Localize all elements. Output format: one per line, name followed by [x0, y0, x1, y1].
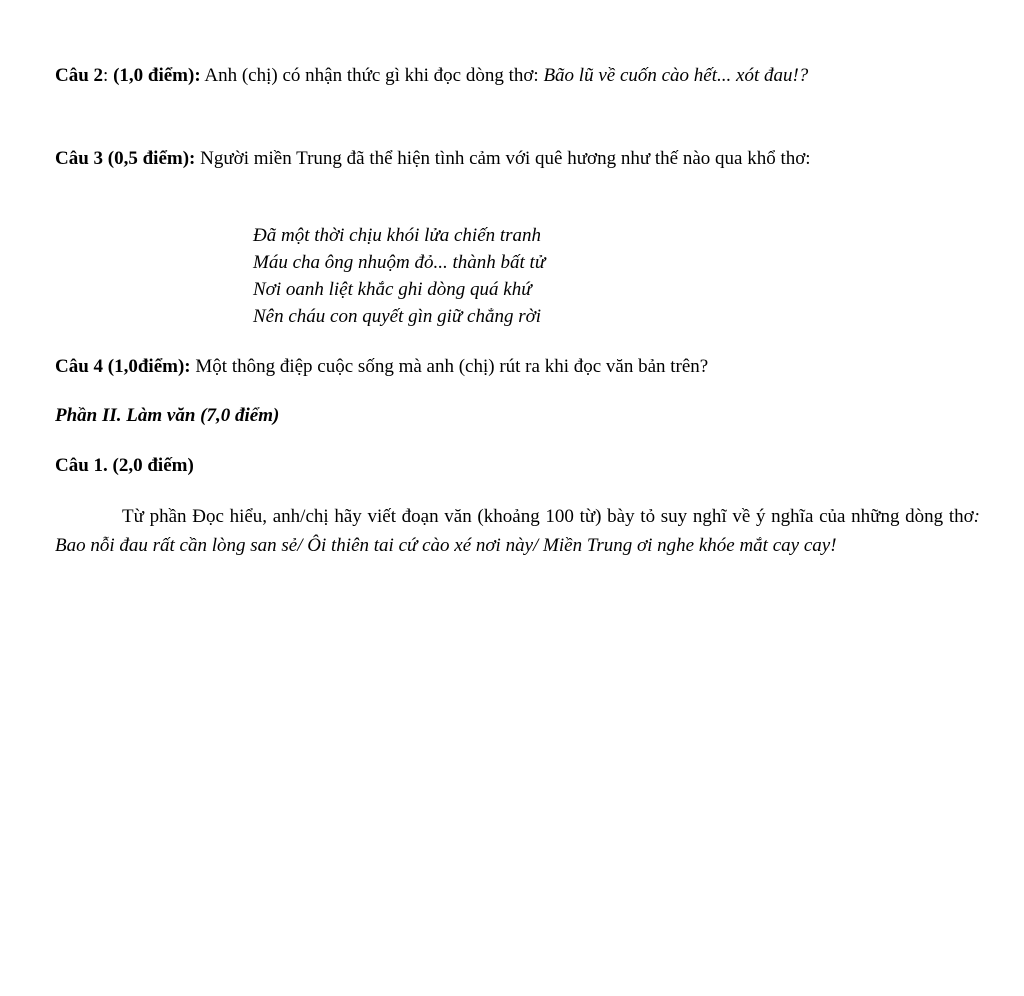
- question-2-quote: Bão lũ về cuốn cào hết... xót đau!?: [543, 65, 809, 86]
- prompt-quote: Bao nỗi đau rất cần lòng san sẻ/ Ôi thiên tai cứ cào xé nơi này/ Miền Trung ơi nghe khóe mắt cay cay!: [55, 535, 837, 556]
- prompt-colon: :: [973, 506, 980, 527]
- question-2: [55, 61, 980, 90]
- poem-line: Nên cháu con quyết gìn giữ chẳng rời: [253, 306, 542, 327]
- poem-stanza: [253, 222, 753, 330]
- question-3: [55, 144, 980, 173]
- question-4-text: Một thông điệp cuộc sống mà anh (chị) rút ra khi đọc văn bản trên?: [190, 356, 709, 377]
- question-2-points: (1,0 điểm):: [113, 65, 201, 86]
- poem-line: Máu cha ông nhuộm đỏ... thành bất tử: [253, 252, 546, 273]
- part-2-heading: Phần II. Làm văn (7,0 điểm): [55, 405, 280, 426]
- question-4-label: Câu 4 (1,0điểm):: [55, 356, 191, 377]
- question-2-colon: :: [103, 65, 114, 86]
- question-3-text: Người miền Trung đã thể hiện tình cảm với quê hương như thế nào qua khổ thơ:: [195, 148, 811, 169]
- essay-question-1-heading: Câu 1. (2,0 điếm): [55, 455, 194, 476]
- essay-question-1-prompt: [55, 502, 980, 560]
- question-4: [55, 352, 980, 381]
- question-2-label: Câu 2: [55, 65, 104, 86]
- question-3-label: Câu 3 (0,5 điểm):: [55, 148, 196, 169]
- poem-line: Nơi oanh liệt khắc ghi dòng quá khứ: [253, 279, 532, 300]
- prompt-text: Từ phần Đọc hiểu, anh/chị hãy viết đoạn văn (khoảng 100 từ) bày tỏ suy nghĩ về ý nghĩa của những dòng thơ: [122, 506, 974, 527]
- poem-line: Đã một thời chịu khói lửa chiến tranh: [253, 225, 542, 246]
- question-2-text: Anh (chị) có nhận thức gì khi đọc dòng thơ:: [200, 65, 544, 86]
